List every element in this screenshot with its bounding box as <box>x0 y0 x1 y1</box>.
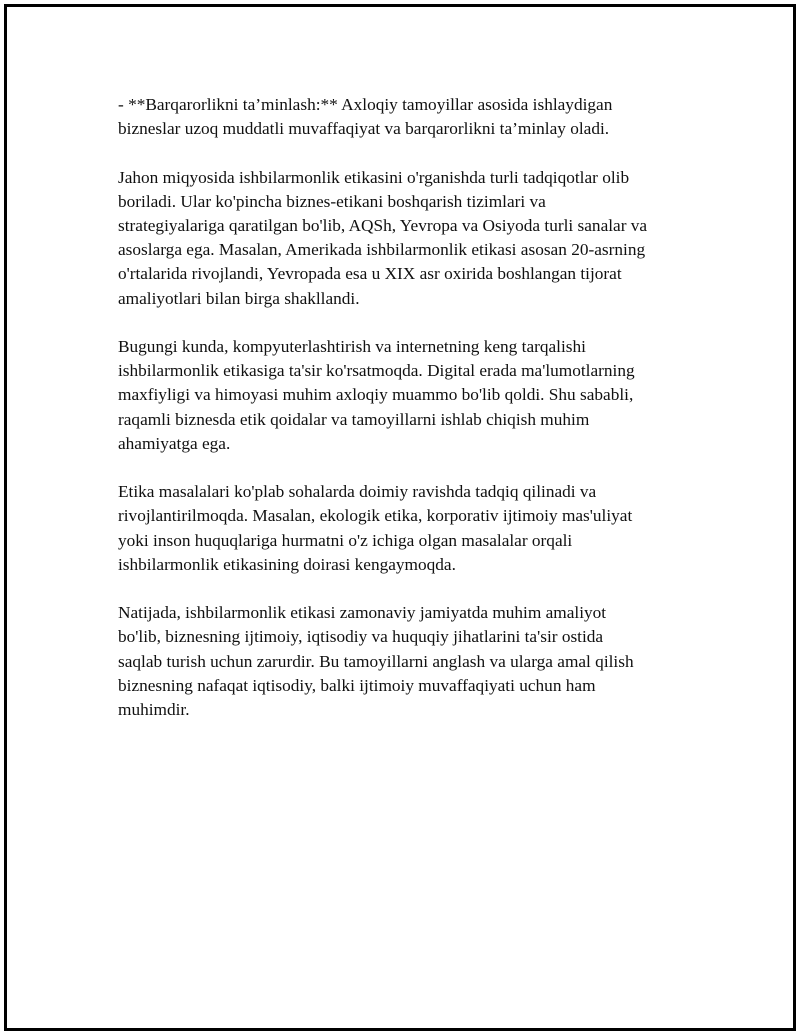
document-body <box>118 93 698 746</box>
paragraph-digital-era: Bugungi kunda, kompyuterlashtirish va internetning keng tarqalishi ishbilarmonlik etikasiga ta'sir ko'rsatmoqda. Digital erada ma'lumotlarning maxfiyligi va himoyasi muhim axloqiy muammo bo'lib qoldi. Shu sababli, raqamli biznesda etik qoidalar va tamoyillarni ishlab chiqish muhim ahamiyatga ega. <box>118 337 635 453</box>
paragraph-global-research: Jahon miqyosida ishbilarmonlik etikasini o'rganishda turli tadqiqotlar olib boriladi. Ular ko'pincha biznes-etikani boshqarish tizimlari va strategiyalariga qaratilgan bo'lib, AQSh, Yevropa va Osiyoda turli sanalar va asoslarga ega. Masalan, Amerikada ishbilarmonlik etikasi asosan 20-asrning o'rtalarida rivojlandi, Yevropada esa u XIX asr oxirida boshlangan tijorat amaliyotlari bilan birga shakllandi. <box>118 167 648 308</box>
paragraph-ethics-fields: Etika masalalari ko'plab sohalarda doimiy ravishda tadqiq qilinadi va rivojlantirilmoqda. Masalan, ekologik etika, korporativ ijtimoiy mas'uliyat yoki inson huquqlariga hurmatni o'z ichiga olgan masalalar orqali ishbilarmonlik etikasining doirasi kengaymoqda. <box>118 482 633 574</box>
paragraph-stability: - **Barqarorlikni ta’minlash:** Axloqiy tamoyillar asosida ishlaydigan bizneslar uzoq muddatli muvaffaqiyat va barqarorlikni ta’minlay oladi. <box>118 95 613 139</box>
paragraph-conclusion: Natijada, ishbilarmonlik etikasi zamonaviy jamiyatda muhim amaliyot bo'lib, biznesning ijtimoiy, iqtisodiy va huquqiy jihatlarini ta'sir ostida saqlab turish uchun zarurdir. Bu tamoyillarni anglash va ularga amal qilish biznesning nafaqat iqtisodiy, balki ijtimoiy muvaffaqiyati uchun ham muhimdir. <box>118 603 634 720</box>
